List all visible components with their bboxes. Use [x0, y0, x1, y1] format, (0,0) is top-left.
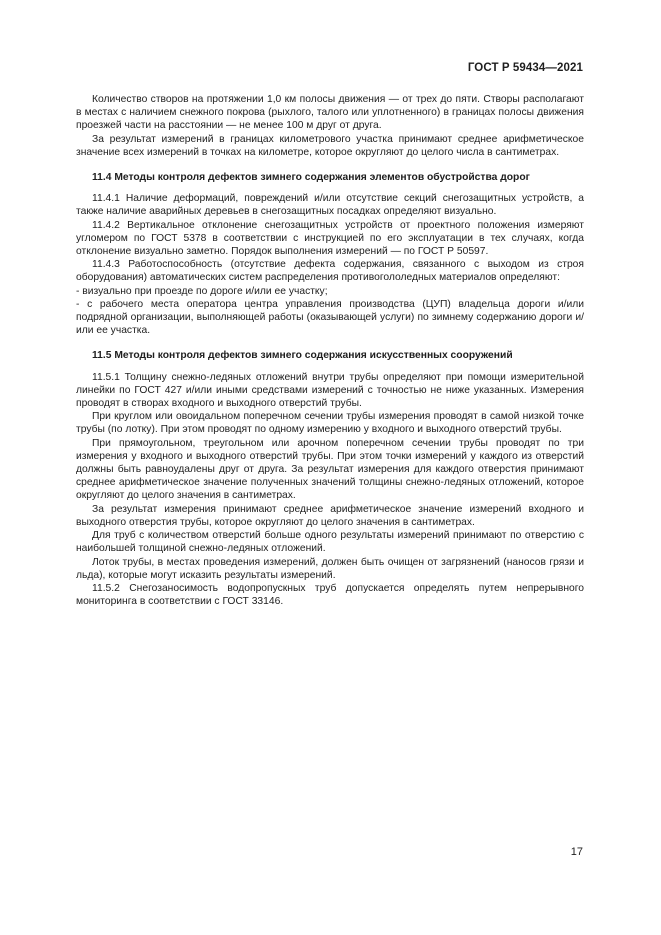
page-number: 17	[570, 846, 583, 858]
list-item: - визуально при проезде по дороге и/или ее участку;	[76, 285, 328, 297]
paragraph-11-4-1: 11.4.1 Наличие деформаций, повреждений и/или отсутствие секций снегозащитных устройств, а также наличие аварийных деревьев в снегозащитных посадках определяют визуально.	[76, 193, 584, 218]
paragraph: Лоток трубы, в местах проведения измерений, должен быть очищен от загрязнений (наносов грязи и льда), которые могут исказить результаты измерений.	[76, 556, 584, 581]
section-heading-11-4: 11.4 Методы контроля дефектов зимнего содержания элементов обустройства дорог	[92, 172, 530, 184]
paragraph: При круглом или овоидальном поперечном сечении трубы измерения проводят в самой низкой точке трубы (по лотку). При этом проводят по одному измерению у входного и выходного отверстий трубы.	[76, 411, 584, 436]
paragraph: Количество створов на протяжении 1,0 км полосы движения — от трех до пяти. Створы располагают в местах с наличием снежного покрова (рыхлого, талого или уплотненного) в границах полосы движения проезжей части на расстоянии — не менее 100 м друг от друга.	[76, 94, 584, 132]
list-item: - с рабочего места оператора центра управления производства (ЦУП) владельца дороги и/или подрядной организации, выполняющей работы (оказывающей услуги) по зимнему содержанию дороги и/или ее участка.	[76, 298, 584, 337]
document-body	[76, 93, 584, 608]
paragraph-11-5-2: 11.5.2 Снегозаносимость водопропускных труб допускается определять путем непрерывного мониторинга в соответствии с ГОСТ 33146.	[76, 582, 584, 608]
paragraph: За результат измерений в границах километрового участка принимают среднее арифметическое значение всех измерений в точках на километре, которое округляют до целого числа в сантиметрах.	[76, 133, 584, 158]
section-heading-11-5: 11.5 Методы контроля дефектов зимнего содержания искусственных сооружений	[92, 350, 513, 362]
paragraph-11-4-3: 11.4.3 Работоспособность (отсутствие дефекта содержания, связанного с выходом из строя оборудования) автоматических систем распределения противогололедных материалов определяют:	[76, 259, 584, 284]
paragraph: Для труб с количеством отверстий больше одного результаты измерений принимают по отверстию с наибольшей толщиной снежно-ледяных отложений.	[76, 530, 584, 555]
document-header: ГОСТ Р 59434—2021	[467, 62, 583, 74]
paragraph-11-5-1: 11.5.1 Толщину снежно-ледяных отложений внутри трубы определяют при помощи измерительной линейки по ГОСТ 427 и/или иными средствами измерений с точностью не ниже указанных. Измерения проводят в створах входного и выходного отверстий трубы.	[76, 371, 584, 410]
paragraph: При прямоугольном, треугольном или арочном поперечном сечении трубы проводят по три измерения у входного и выходного отверстий трубы. При этом точки измерений у каждого из отверстий должны быть равноудалены друг от друга. За результат измерения для каждого отверстия принимают среднее арифметическое значение полученных значений толщины снежно-ледяных отложений, которое округляют до целого значения в сантиметрах.	[76, 437, 584, 502]
paragraph: За результат измерения принимают среднее арифметическое значение измерений входного и выходного отверстия трубы, которое округляют до целого значения в сантиметрах.	[76, 503, 584, 528]
paragraph-11-4-2: 11.4.2 Вертикальное отклонение снегозащитных устройств от проектного положения измеряют угломером по ГОСТ 5378 в соответствии с инструкцией по его эксплуатации в тех случаях, когда отклонение визуально заметно. Порядок выполнения измерений — по ГОСТ Р 50597.	[76, 219, 584, 258]
